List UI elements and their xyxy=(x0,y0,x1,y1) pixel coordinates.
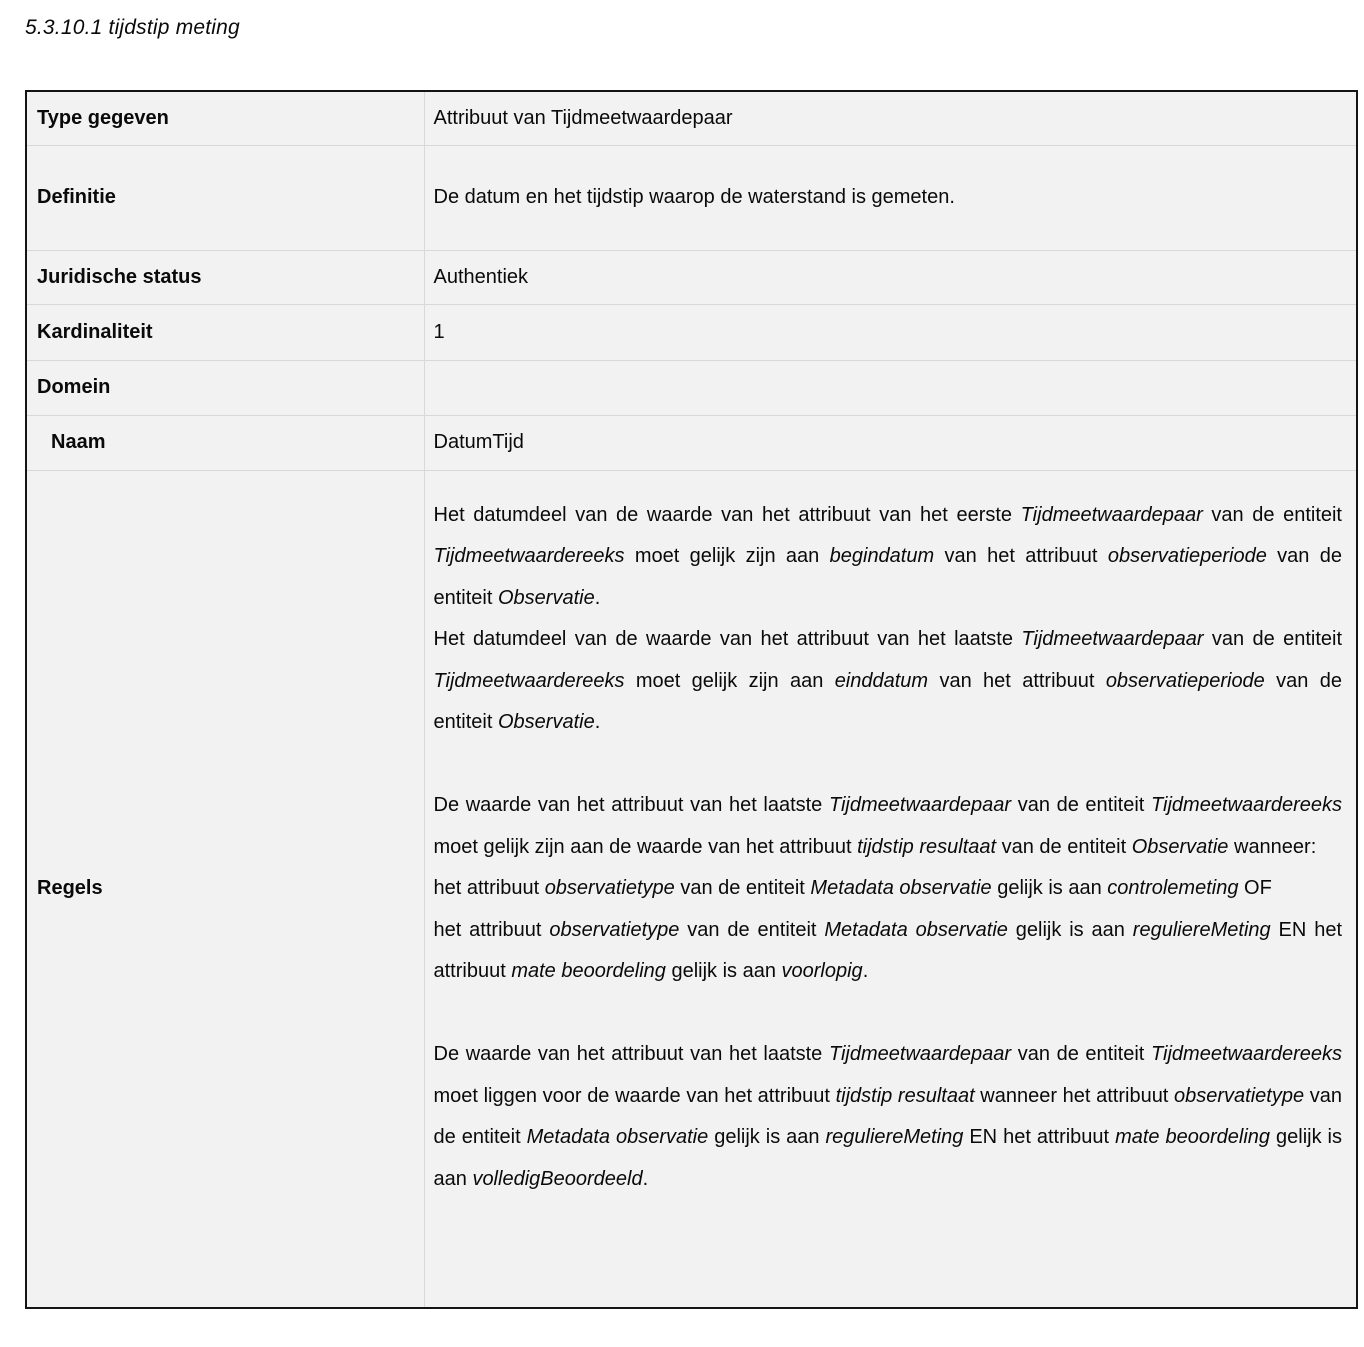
table-row-kardinaliteit xyxy=(26,304,1357,360)
row-label: Domein xyxy=(26,360,424,415)
rule-paragraph: De waarde van het attribuut van het laatste Tijdmeetwaardepaar van de entiteit Tijdmeetwaardereeks moet gelijk zijn aan de waarde van het attribuut tijdstip resultaat van de entiteit Observatie wanneer: xyxy=(433,794,1342,858)
rule-paragraph: het attribuut observatietype van de entiteit Metadata observatie gelijk is aan reguliereMeting EN het attribuut mate beoordeling gelijk is aan voorlopig. xyxy=(433,918,1342,983)
row-value: De datum en het tijdstip waarop de waterstand is gemeten. xyxy=(424,145,1357,250)
row-value: 1 xyxy=(424,304,1357,360)
table-row-juridische-status xyxy=(26,250,1357,304)
row-value: DatumTijd xyxy=(424,415,1357,470)
table-row-domein xyxy=(26,360,1357,415)
row-label: Regels xyxy=(26,470,424,1308)
section-heading: 5.3.10.1 tijdstip meting xyxy=(25,16,240,39)
row-label: Kardinaliteit xyxy=(26,304,424,360)
attribute-definition-table xyxy=(25,90,1358,1309)
rule-paragraph: Het datumdeel van de waarde van het attribuut van het laatste Tijdmeetwaardepaar van de entiteit Tijdmeetwaardereeks moet gelijk zijn aan einddatum van het attribuut observatieperiode van de entiteit Observatie. xyxy=(433,628,1343,734)
table-row-naam xyxy=(26,415,1357,470)
table-row-regels xyxy=(26,470,1357,1308)
row-label: Juridische status xyxy=(26,250,424,304)
table-row-type-gegeven xyxy=(26,91,1357,145)
row-value: Attribuut van Tijdmeetwaardepaar xyxy=(424,91,1357,145)
row-value xyxy=(424,360,1357,415)
regels-text xyxy=(424,470,1357,1308)
row-value: Authentiek xyxy=(424,250,1357,304)
table-row-definitie xyxy=(26,145,1357,250)
rule-paragraph: Het datumdeel van de waarde van het attribuut van het eerste Tijdmeetwaardepaar van de entiteit Tijdmeetwaardereeks moet gelijk zijn aan begindatum van het attribuut observatieperiode van de entiteit Observatie. xyxy=(433,503,1342,609)
rule-paragraph: het attribuut observatietype van de entiteit Metadata observatie gelijk is aan controlemeting OF xyxy=(433,877,1272,900)
rule-paragraph: De waarde van het attribuut van het laatste Tijdmeetwaardepaar van de entiteit Tijdmeetwaardereeks moet liggen voor de waarde van het attribuut tijdstip resultaat wanneer het attribuut observatietype van de entiteit Metadata observatie gelijk is aan reguliereMeting EN het attribuut mate beoordeling gelijk is aan volledigBeoordeeld. xyxy=(433,1043,1343,1190)
row-label: Definitie xyxy=(26,145,424,250)
row-label: Naam xyxy=(26,415,424,470)
row-label: Type gegeven xyxy=(26,91,424,145)
